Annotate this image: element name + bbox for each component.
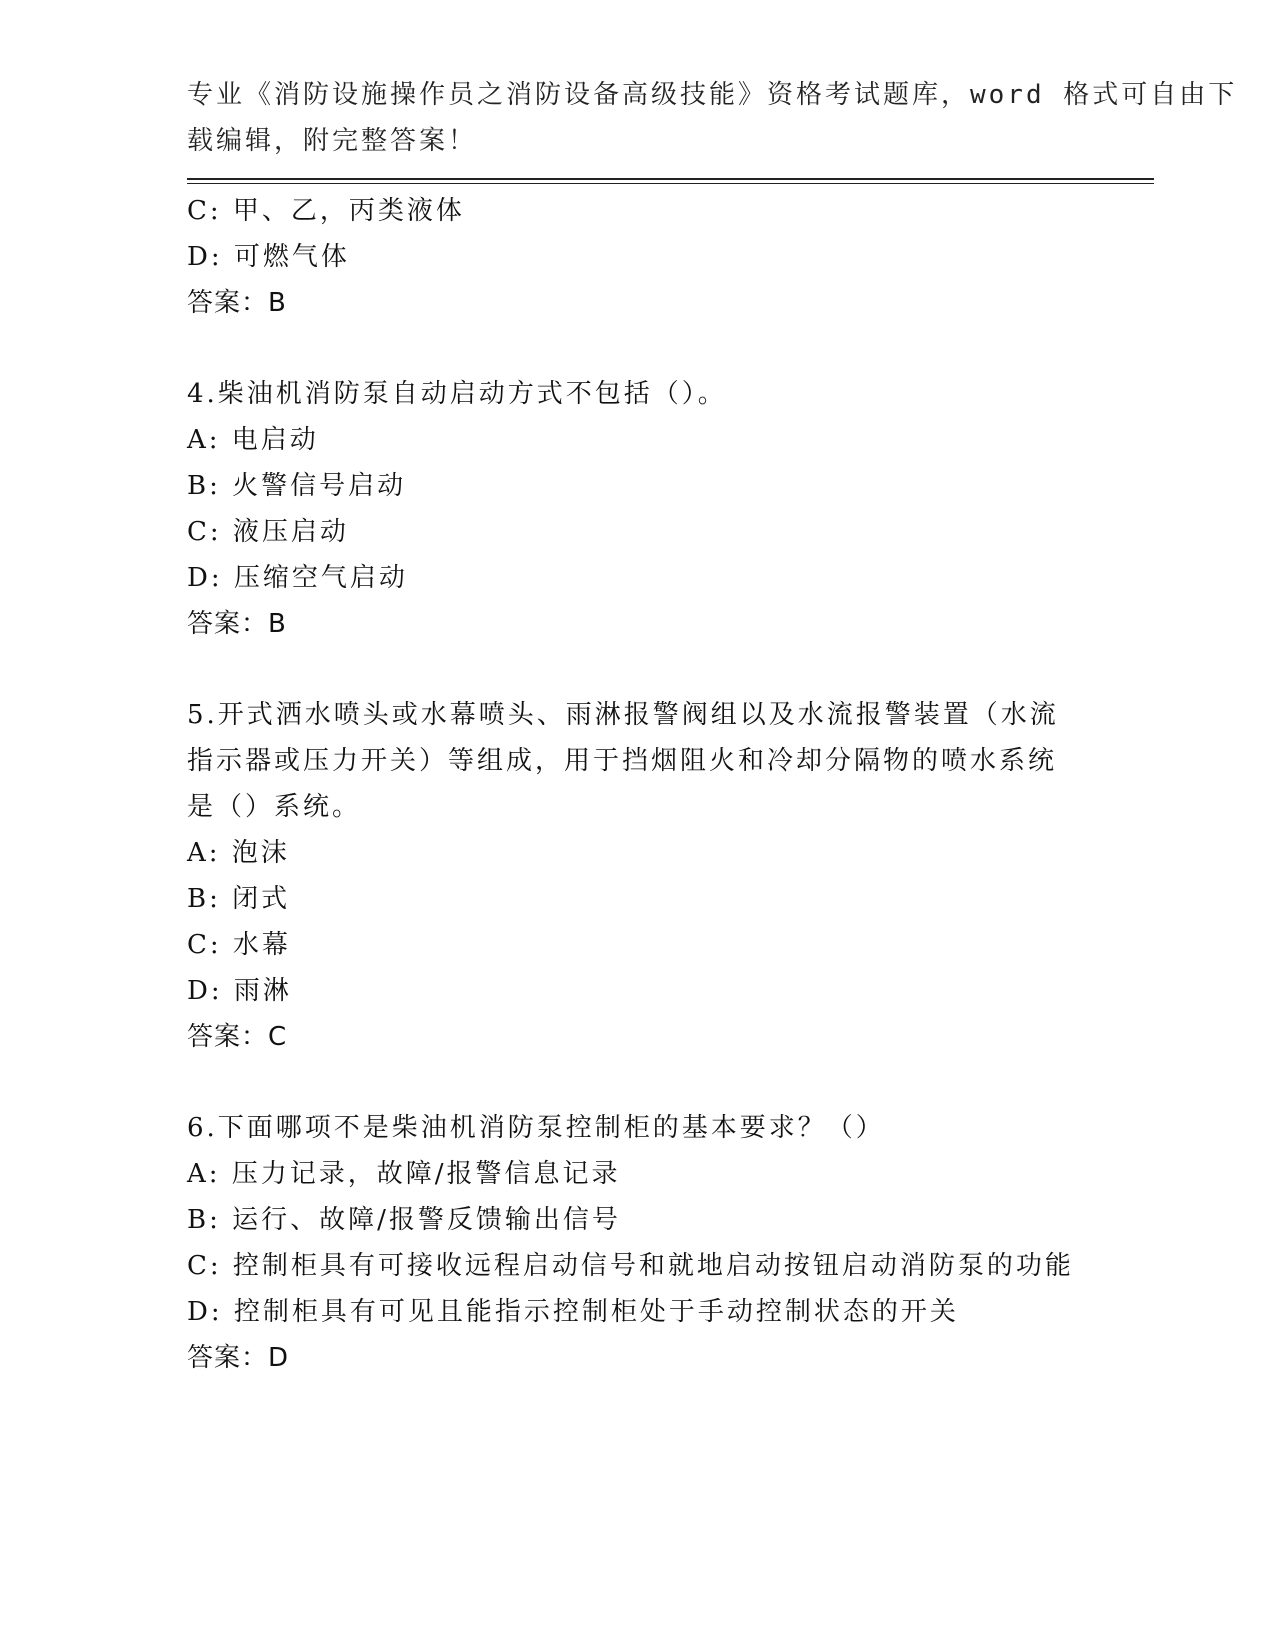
spacer bbox=[187, 1060, 1087, 1105]
question-6 bbox=[187, 1105, 1087, 1381]
question-stem: 4.柴油机消防泵自动启动方式不包括（）。 bbox=[187, 379, 727, 409]
question-stem: 5.开式洒水喷头或水幕喷头、雨淋报警阀组以及水流报警装置（水流 bbox=[187, 700, 1059, 730]
option-c: C: 控制柜具有可接收远程启动信号和就地启动按钮启动消防泵的功能 bbox=[187, 1251, 1074, 1281]
option-c: C: 水幕 bbox=[187, 930, 291, 960]
question-stem: 是（）系统。 bbox=[187, 792, 362, 822]
option-b: B: 运行、故障/报警反馈输出信号 bbox=[187, 1205, 621, 1235]
previous-question-tail bbox=[187, 188, 1087, 326]
option-d: D: 可燃气体 bbox=[187, 242, 350, 272]
answer-line: 答案：B bbox=[187, 609, 287, 639]
question-4 bbox=[187, 371, 1087, 647]
question-stem: 6.下面哪项不是柴油机消防泵控制柜的基本要求？（） bbox=[187, 1113, 885, 1143]
option-d: D: 压缩空气启动 bbox=[187, 563, 408, 593]
option-a: A: 压力记录，故障/报警信息记录 bbox=[187, 1159, 621, 1189]
answer-line: 答案：C bbox=[187, 1022, 288, 1052]
header-rule-thick bbox=[187, 178, 1154, 180]
document-header bbox=[187, 72, 1238, 164]
header-line-1: 专业《消防设施操作员之消防设备高级技能》资格考试题库，word 格式可自由下 bbox=[187, 80, 1238, 110]
option-b: B: 闭式 bbox=[187, 884, 291, 914]
option-a: A: 电启动 bbox=[187, 425, 319, 455]
question-5 bbox=[187, 692, 1087, 1060]
spacer bbox=[187, 647, 1087, 692]
option-c: C: 液压启动 bbox=[187, 517, 349, 547]
question-stem: 指示器或压力开关）等组成，用于挡烟阻火和冷却分隔物的喷水系统 bbox=[187, 746, 1058, 776]
answer-line: 答案：D bbox=[187, 1343, 290, 1373]
option-d: D: 雨淋 bbox=[187, 976, 292, 1006]
option-b: B: 火警信号启动 bbox=[187, 471, 407, 501]
question-content bbox=[187, 188, 1087, 1381]
option-c: C: 甲、乙，丙类液体 bbox=[187, 196, 465, 226]
header-rule-thin bbox=[187, 183, 1154, 184]
option-d: D: 控制柜具有可见且能指示控制柜处于手动控制状态的开关 bbox=[187, 1297, 959, 1327]
answer-line: 答案：B bbox=[187, 288, 287, 318]
header-line-2: 载编辑，附完整答案！ bbox=[187, 126, 478, 156]
option-a: A: 泡沫 bbox=[187, 838, 290, 868]
spacer bbox=[187, 326, 1087, 371]
